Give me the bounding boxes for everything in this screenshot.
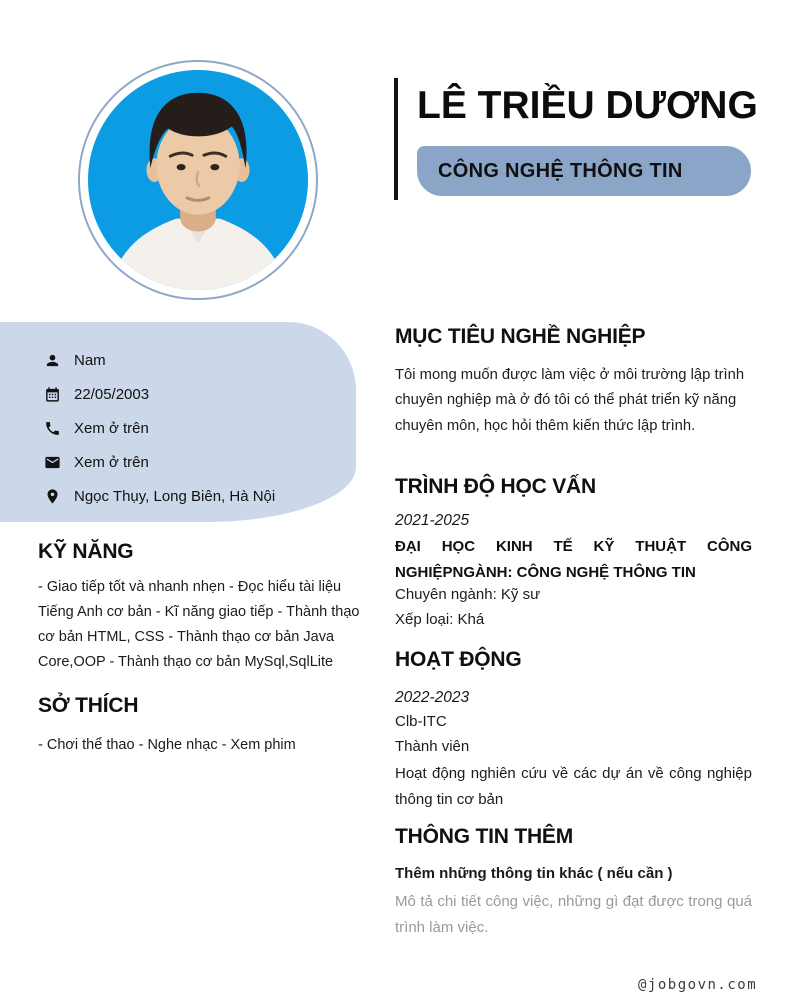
- education-period: 2021-2025: [395, 512, 470, 529]
- envelope-icon: [44, 454, 61, 471]
- calendar-icon: [44, 386, 61, 403]
- job-title-badge: [417, 146, 751, 196]
- phone-icon: [44, 420, 61, 437]
- location-icon: [44, 488, 61, 505]
- education-school: ĐẠI HỌC KINH TẾ KỸ THUẬT CÔNG NGHIỆPNGÀNH: CÔNG NGHỆ THÔNG TIN: [395, 538, 752, 581]
- skills-heading: KỸ NĂNG: [38, 540, 134, 563]
- profile-photo: [87, 69, 309, 291]
- job-title-label: CÔNG NGHỆ THÔNG TIN: [438, 159, 683, 182]
- contact-panel: [0, 322, 356, 522]
- additional-info-heading: THÔNG TIN THÊM: [395, 825, 574, 848]
- contact-phone: Xem ở trên: [74, 419, 149, 437]
- contact-email: Xem ở trên: [74, 453, 149, 471]
- contact-row-email: [0, 445, 356, 479]
- contact-row-phone: [0, 411, 356, 445]
- candidate-name: LÊ TRIỀU DƯƠNG: [417, 84, 758, 127]
- objective-heading: MỤC TIÊU NGHỀ NGHIỆP: [395, 325, 646, 348]
- education-heading: TRÌNH ĐỘ HỌC VẤN: [395, 475, 596, 498]
- skills-body: - Giao tiếp tốt và nhanh nhẹn - Đọc hiểu tài liệu Tiếng Anh cơ bản - Kĩ năng giao tiếp - Thành thạo cơ bản HTML, CSS - Thành thạo cơ bản Java Core,OOP - Thành thạo cơ bản MySql,SqlLite: [38, 579, 360, 670]
- additional-info-subtitle: Thêm những thông tin khác ( nếu cần ): [395, 865, 673, 882]
- contact-row-gender: [0, 343, 356, 377]
- hobbies-body: - Chơi thể thao - Nghe nhạc - Xem phim: [38, 737, 296, 753]
- education-grade: Xếp loại: Khá: [395, 611, 485, 628]
- additional-info-body: Mô tả chi tiết công việc, những gì đạt được trong quá trình làm việc.: [395, 893, 752, 936]
- activity-role: Thành viên: [395, 738, 470, 755]
- hobbies-heading: SỞ THÍCH: [38, 694, 139, 717]
- activity-period: 2022-2023: [395, 689, 470, 706]
- education-major: Chuyên ngành: Kỹ sư: [395, 586, 541, 603]
- person-icon: [44, 352, 61, 369]
- contact-birthdate: 22/05/2003: [74, 385, 150, 403]
- activities-heading: HOẠT ĐỘNG: [395, 648, 522, 671]
- activity-organization: Clb-ITC: [395, 713, 447, 730]
- contact-row-birthdate: [0, 377, 356, 411]
- contact-row-address: [0, 479, 356, 513]
- profile-photo-frame: [78, 60, 318, 300]
- contact-gender: Nam: [74, 351, 106, 369]
- activity-description: Hoạt động nghiên cứu về các dự án về công nghiệp thông tin cơ bản: [395, 765, 752, 808]
- contact-address: Ngọc Thụy, Long Biên, Hà Nội: [74, 487, 276, 505]
- name-accent-bar: [394, 78, 398, 200]
- objective-body: Tôi mong muốn được làm việc ở môi trường lập trình chuyên nghiệp mà ở đó tôi có thể phát triển kỹ năng chuyên môn, học hỏi thêm kiến thức lập trình.: [395, 367, 745, 434]
- site-watermark: @jobgovn.com: [638, 977, 758, 993]
